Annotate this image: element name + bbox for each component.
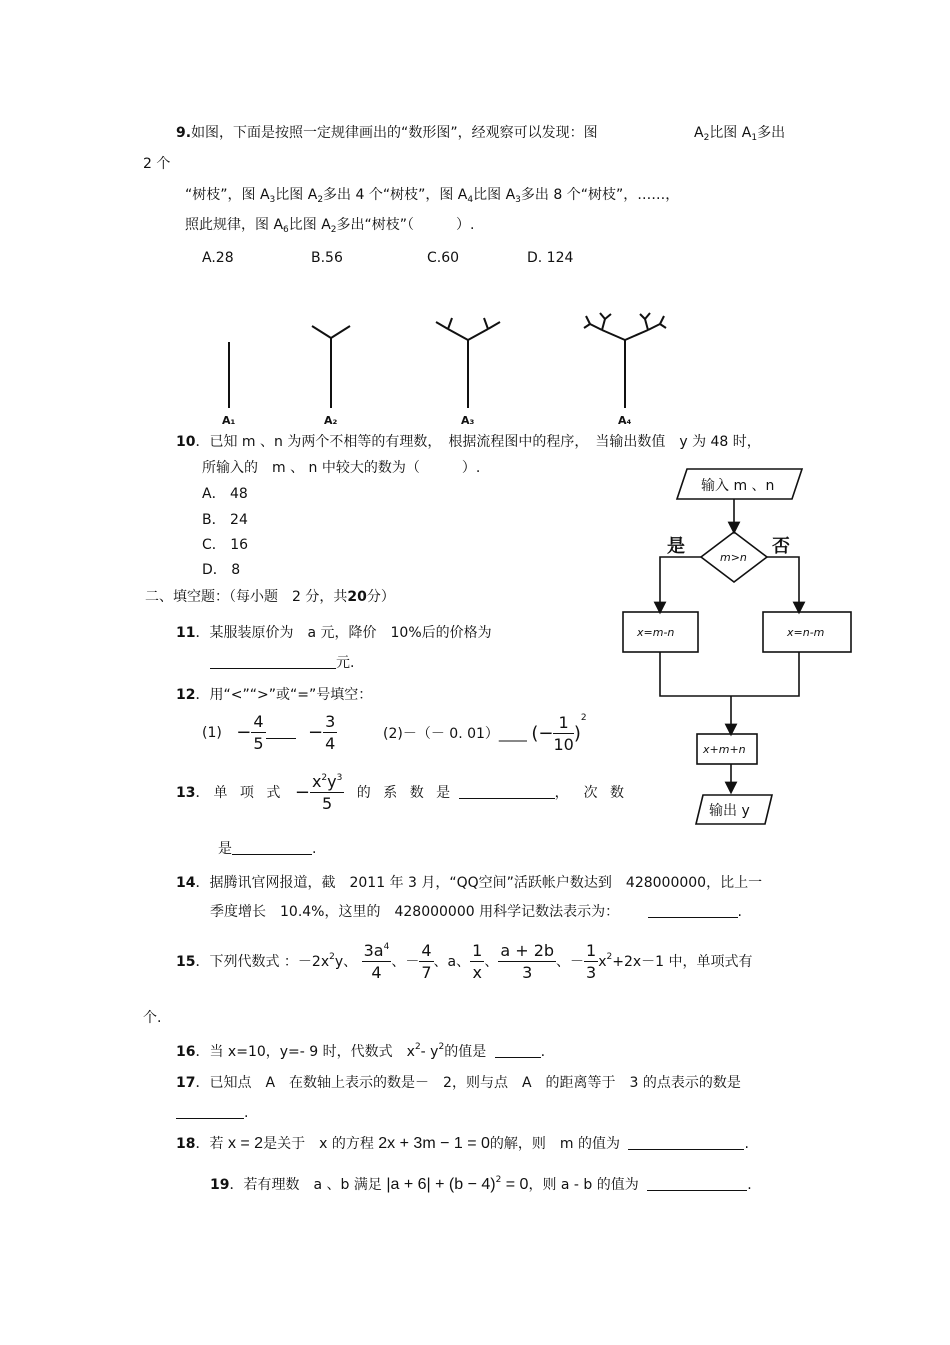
q17-line1: 17．已知点 A 在数轴上表示的数是－ 2，则与点 A 的距离等于 3 的点表示的数是 bbox=[176, 1075, 741, 1091]
flow-left-text: x=m-n bbox=[637, 626, 675, 639]
flowchart bbox=[615, 462, 860, 837]
q9-line1b: 2 个 bbox=[143, 156, 171, 172]
q11-line2: 元. bbox=[210, 656, 354, 670]
q12-part1: (1) − $\frac{4}{5}$ − $\frac{3}{4}$ bbox=[202, 712, 336, 753]
q14-answer-blank[interactable] bbox=[648, 905, 738, 918]
q12-line1: 12．用“<”“>”或“=”号填空： bbox=[176, 687, 373, 703]
q10-option-c: C． 16 bbox=[202, 537, 249, 553]
tree-a2 bbox=[312, 326, 350, 408]
q18-line: 18．若 x = 2是关于 x 的方程 2x + 3m − 1 = 0的解，则 m 的值为 . bbox=[176, 1135, 749, 1152]
q18-answer-blank[interactable] bbox=[628, 1137, 744, 1150]
tree-figure bbox=[200, 308, 680, 430]
q9-number: 9. bbox=[176, 125, 192, 141]
tree-label-a3: A₃ bbox=[461, 414, 475, 427]
tree-label-a2: A₂ bbox=[324, 414, 338, 427]
q13-line1: 13．单 项 式 − $\frac{x^2y^3}{5}$ 的 系 数 是 ， 次 数 bbox=[176, 772, 629, 813]
q16-answer-blank[interactable] bbox=[495, 1045, 541, 1058]
q9-line2: “树枝”，图 $A_3$比图 $A_2$多出 4 个“树枝”，图 $A_4$比图 $A_3$多出 8 个“树枝”，……， bbox=[185, 187, 680, 205]
q10-line2: 所输入的 m 、 n 中较大的数为（ ）. bbox=[202, 460, 481, 476]
tree-a3 bbox=[436, 318, 500, 408]
q11-line1: 11．某服装原价为 a 元，降价 10%后的价格为 bbox=[176, 625, 492, 641]
q9-option-d: D. 124 bbox=[527, 250, 574, 266]
flow-calc-text: x+m+n bbox=[703, 743, 746, 756]
q9-line3: 照此规律，图 $A_6$比图 $A_2$多出“树枝”（ ）. bbox=[185, 217, 475, 235]
flow-yes-label: 是 bbox=[667, 536, 685, 557]
tree-label-a4: A₄ bbox=[618, 414, 632, 427]
q17-answer-blank[interactable] bbox=[176, 1106, 244, 1119]
tree-a4 bbox=[584, 313, 666, 408]
q13-coefficient-blank[interactable] bbox=[459, 786, 555, 799]
q11-answer-blank[interactable] bbox=[210, 656, 336, 669]
q9-option-a: A.28 bbox=[202, 250, 234, 266]
flow-output-text: 输出 y bbox=[709, 803, 750, 819]
flow-right-text: x=n-m bbox=[787, 626, 825, 639]
q9-option-c: C.60 bbox=[427, 250, 460, 266]
q10-option-b: B． 24 bbox=[202, 512, 248, 528]
q10-option-d: D． 8 bbox=[202, 562, 241, 578]
q14-line2: 季度增长 10.4%，这里的 428000000 用科学记数法表示为： . bbox=[210, 904, 742, 920]
q15-line2: 个. bbox=[143, 1010, 162, 1026]
q13-line2: 是 . bbox=[218, 841, 317, 857]
flow-input-text: 输入 m 、n bbox=[701, 478, 775, 494]
q14-line1: 14．据腾讯官网报道，截 2011 年 3 月，“QQ空间”活跃帐户数达到 428000000，比上一 bbox=[176, 875, 763, 891]
q15-line1: 15．下列代数式 ：$-2x^2y$、 $\frac{3a^4}{4}$ 、－ $\frac{4}{7}$ 、a、 $\frac{1}{x}$ 、 $\frac{a + 2b}{3}$ 、－ $\frac{1}{3}$ $x^2+2x-1$ 中，单项式有 bbox=[176, 941, 753, 982]
flow-decision-text: m>n bbox=[720, 551, 747, 564]
flow-no-label: 否 bbox=[772, 536, 790, 557]
q16-line: 16．当 x=10，y=- 9 时，代数式 $x^2-$ $y^2$的值是 . bbox=[176, 1042, 546, 1060]
q19-answer-blank[interactable] bbox=[647, 1178, 747, 1191]
q10-line1: 10．已知 m 、n 为两个不相等的有理数， 根据流程图中的程序， 当输出数值 y 为 48 时， bbox=[176, 434, 761, 450]
section2-heading: 二、填空题：（每小题 2 分，共20分） bbox=[145, 589, 395, 605]
q10-number: 10 bbox=[176, 434, 196, 450]
q12-part2: (2)－（－ 0. 01）____ (− $\frac{1}{10}$ )$^2$ bbox=[383, 713, 587, 754]
q10-option-a: A． 48 bbox=[202, 486, 248, 502]
q19-line: 19．若有理数 a 、b 满足 $|a + 6| + (b - 4)^2 = 0$，则 a - b 的值为 . bbox=[210, 1175, 752, 1193]
q13-degree-blank[interactable] bbox=[232, 842, 312, 855]
tree-label-a1: A₁ bbox=[222, 414, 236, 427]
q9-line1: 9.如图，下面是按照一定规律画出的“数形图”，经观察可以发现：图 bbox=[176, 125, 598, 141]
q17-line2: . bbox=[176, 1106, 248, 1120]
q9-option-b: B.56 bbox=[311, 250, 343, 266]
q9-line1-tail: $A_2$比图 $A_1$多出 bbox=[694, 125, 786, 143]
q12-blank-1[interactable] bbox=[266, 726, 296, 739]
